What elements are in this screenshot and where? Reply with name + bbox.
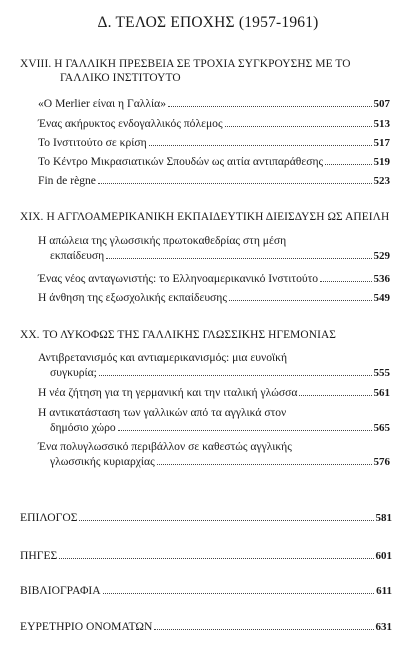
toc-entry-index[interactable]: [20, 619, 392, 635]
entry-page: 565: [373, 422, 390, 434]
toc-entry[interactable]: [38, 96, 390, 112]
toc-entry[interactable]: [38, 173, 390, 189]
entry-title: Fin de règne: [38, 174, 96, 187]
chapter-heading-xx: [20, 328, 390, 342]
chapter-title: Η ΑΓΓΛΟΑΜΕΡΙΚΑΝΙΚΗ ΕΚΠΑΙΔΕΥΤΙΚΗ ΔΙΕΙΣΔΥΣΗ ΩΣ ΑΠΕΙΛΗ: [46, 211, 390, 223]
entry-title: ΕΥΡΕΤΗΡΙΟ ΟΝΟΜΑΤΩΝ: [20, 620, 153, 633]
dot-leader: [98, 183, 372, 184]
toc-entry[interactable]: [38, 233, 390, 264]
entry-page: 581: [375, 512, 392, 524]
toc-entry[interactable]: [38, 405, 390, 436]
dot-leader: [149, 145, 372, 146]
dot-leader: [325, 164, 371, 165]
entry-page: 517: [373, 137, 390, 149]
entry-title: ΠΗΓΕΣ: [20, 549, 58, 562]
dot-leader: [168, 106, 371, 107]
entry-title-continued: εκπαίδευση: [50, 249, 105, 262]
chapter-number: XVIII.: [20, 58, 52, 70]
dot-leader: [225, 126, 372, 127]
entry-page: 529: [373, 250, 390, 262]
entry-title: Η απώλεια της γλωσσικής πρωτοκαθεδρίας στη μέση: [38, 234, 287, 247]
dot-leader: [103, 593, 374, 594]
entry-page: 631: [375, 621, 392, 633]
toc-entry[interactable]: [38, 154, 390, 170]
chapter-number: XIX.: [20, 211, 44, 223]
dot-leader: [106, 258, 371, 259]
entry-title: Ένας νέος ανταγωνιστής: το Ελληνοαμερικανικό Ινστιτούτο: [38, 272, 319, 285]
toc-entry[interactable]: [38, 271, 390, 287]
dot-leader: [59, 558, 373, 559]
toc-entry[interactable]: [38, 135, 390, 151]
toc-entry[interactable]: [38, 350, 390, 381]
dot-leader: [118, 430, 372, 431]
chapter-heading-xix: [20, 210, 390, 224]
entry-title-continued: γλωσσικής κυριαρχίας: [50, 455, 155, 468]
entry-page: 523: [373, 175, 390, 187]
entry-page: 536: [373, 273, 390, 285]
entry-page: 601: [375, 550, 392, 562]
dot-leader: [157, 464, 372, 465]
entry-title: Το Κέντρο Μικρασιατικών Σπουδών ως αιτία αντιπαράθεσης: [38, 155, 324, 168]
entry-page: 519: [373, 156, 390, 168]
chapter-number: XX.: [20, 329, 40, 341]
toc-entry[interactable]: [38, 116, 390, 132]
entry-page: 611: [376, 585, 392, 597]
entry-title: Η νέα ζήτηση για τη γερμανική και την ιταλική γλώσσα: [38, 386, 298, 399]
entry-title: Το Ινστιτούτο σε κρίση: [38, 136, 147, 149]
entry-page: 555: [373, 367, 390, 379]
entry-page: 513: [373, 118, 390, 130]
entry-page: 507: [373, 98, 390, 110]
dot-leader: [154, 629, 373, 630]
toc-entry[interactable]: [38, 290, 390, 306]
chapter-title-continued: ΓΑΛΛΙΚΟ ΙΝΣΤΙΤΟΥΤΟ: [60, 72, 181, 84]
dot-leader: [299, 395, 371, 396]
toc-entry-sources[interactable]: [20, 548, 392, 564]
entry-title-continued: δημόσιο χώρο: [50, 421, 116, 434]
chapter-title: ΤΟ ΛΥΚΟΦΩΣ ΤΗΣ ΓΑΛΛΙΚΗΣ ΓΛΩΣΣΙΚΗΣ ΗΓΕΜΟΝΙΑΣ: [42, 329, 337, 341]
toc-entry-bibliography[interactable]: [20, 583, 392, 599]
entry-title: Η άνθηση της εξωσχολικής εκπαίδευσης: [38, 291, 227, 304]
part-title: Δ. ΤΕΛΟΣ ΕΠΟΧΗΣ (1957-1961): [97, 14, 319, 31]
dot-leader: [320, 281, 371, 282]
entry-page: 549: [373, 292, 390, 304]
dot-leader: [229, 300, 372, 301]
dot-leader: [99, 375, 372, 376]
entry-title: Αντιβρετανισμός και αντιαμερικανισμός: μια ευνοϊκή: [38, 351, 288, 364]
entry-title: ΒΙΒΛΙΟΓΡΑΦΙΑ: [20, 584, 101, 597]
toc-entry[interactable]: [38, 385, 390, 401]
dot-leader: [79, 520, 373, 521]
entry-title: Ένα πολυγλωσσικό περιβάλλον σε καθεστώς αγγλικής: [38, 440, 292, 453]
chapter-title: Η ΓΑΛΛΙΚΗ ΠΡΕΣΒΕΙΑ ΣΕ ΤΡΟΧΙΑ ΣΥΓΚΡΟΥΣΗΣ ΜΕ ΤΟ: [54, 58, 351, 70]
entry-title: Ένας ακήρυκτος ενδογαλλικός πόλεμος: [38, 117, 223, 130]
entry-page: 576: [373, 456, 390, 468]
entry-title: ΕΠΙΛΟΓΟΣ: [20, 511, 78, 524]
entry-title-continued: συγκυρία;: [50, 366, 97, 379]
entry-title: «Ο Merlier είναι η Γαλλία»: [38, 97, 167, 110]
toc-entry-epilogue[interactable]: [20, 510, 392, 526]
entry-title: Η αντικατάσταση των γαλλικών από τα αγγλικά στον: [38, 406, 287, 419]
toc-entry[interactable]: [38, 439, 390, 470]
entry-page: 561: [373, 387, 390, 399]
chapter-heading-xviii: [20, 57, 390, 85]
